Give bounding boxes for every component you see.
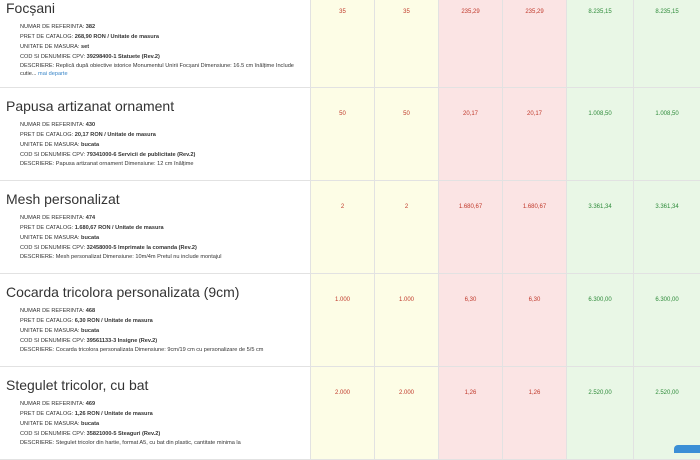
more-link[interactable]: mai departe [38,71,68,77]
unit-line [6,42,304,52]
price-label: PRET DE CATALOG: [20,34,74,40]
unit-price-cell: 1,26 [438,367,502,459]
price-value: 20,17 [74,132,89,138]
unit-price-cell: 20,17 [438,88,502,180]
price-line [6,130,304,140]
table-row [0,88,700,181]
cpv-label: COD SI DENUMIRE CPV: [20,54,86,60]
cpv-line [6,429,304,439]
price-value: 1,26 [74,411,86,417]
desc-label: DESCRIERE: [20,161,55,167]
product-title[interactable]: Focșani [6,0,56,16]
quantity-cell: 2 [310,181,374,273]
quantity-cell: 50 [310,88,374,180]
cpv-line [6,243,304,253]
description-line [6,346,304,354]
total-cell: 8.235,15 [633,0,700,87]
ref-label: NUMAR DE REFERINTA: [20,215,85,221]
price-value: 1.680,67 [74,225,97,231]
price-value: 268,90 [74,34,92,40]
unit-value: set [81,44,90,50]
desc-value: Cocarda tricolora personalizata Dimensiune: 9cm/19 cm cu personalizare de 5/5 cm [55,347,264,353]
ref-label: NUMAR DE REFERINTA: [20,122,85,128]
ref-value: 474 [85,215,96,221]
ref-line [6,399,304,409]
description-line [6,439,304,447]
quantity-cell: 35 [310,0,374,87]
total-cell: 3.361,34 [633,181,700,273]
table-row [0,181,700,274]
unit-price-cell: 6,30 [438,274,502,366]
unit-line [6,326,304,336]
desc-value: Mesh personalizat Dimensiune: 10m/4m Pretul nu include montajul [55,254,222,260]
price-label: PRET DE CATALOG: [20,132,74,138]
price-unit: RON / Unitate de masura [87,318,153,324]
unit-price-cell: 6,30 [502,274,566,366]
desc-label: DESCRIERE: [20,254,55,260]
unit-price-cell: 1.680,67 [438,181,502,273]
price-label: PRET DE CATALOG: [20,318,74,324]
cpv-value: 32458000-5 Imprimate la comanda (Rev.2) [86,245,197,251]
product-info [0,181,310,273]
ref-value: 382 [85,24,96,30]
table-row [0,274,700,367]
total-cell: 8.235,15 [566,0,633,87]
product-title[interactable]: Cocarda tricolora personalizata (9cm) [6,284,240,300]
unit-label: UNITATE DE MASURA: [20,421,80,427]
quantity-cell: 2.000 [374,367,438,459]
price-unit: RON / Unitate de masura [90,132,156,138]
price-unit: RON / Unitate de masura [98,225,164,231]
product-info [0,274,310,366]
price-unit: RON / Unitate de masura [93,34,159,40]
ref-label: NUMAR DE REFERINTA: [20,401,85,407]
quantity-cell: 2.000 [310,367,374,459]
quantity-cell: 1.000 [374,274,438,366]
price-line [6,32,304,42]
unit-price-cell: 235,29 [438,0,502,87]
quantity-cell: 2 [374,181,438,273]
unit-line [6,233,304,243]
cpv-label: COD SI DENUMIRE CPV: [20,431,86,437]
unit-label: UNITATE DE MASURA: [20,235,80,241]
desc-label: DESCRIERE: [20,347,55,353]
ref-line [6,306,304,316]
product-title[interactable]: Stegulet tricolor, cu bat [6,377,149,393]
unit-line [6,419,304,429]
unit-price-cell: 235,29 [502,0,566,87]
quantity-cell: 35 [374,0,438,87]
cpv-value: 39561133-3 Insigne (Rev.2) [86,338,158,344]
desc-label: DESCRIERE: [20,440,55,446]
desc-label: DESCRIERE: [20,63,55,69]
total-cell: 6.300,00 [566,274,633,366]
ref-value: 469 [85,401,96,407]
price-label: PRET DE CATALOG: [20,411,74,417]
product-info [0,367,310,459]
product-info [0,0,310,87]
description-line [6,62,304,78]
unit-price-cell: 1,26 [502,367,566,459]
desc-value: Replică după obiective istorice Monumentul Unirii Focșani Dimensiune: 16.5 cm înălțime Include cutie... [20,63,294,77]
price-line [6,316,304,326]
ref-line [6,22,304,32]
total-cell: 6.300,00 [633,274,700,366]
price-unit: RON / Unitate de masura [87,411,153,417]
product-info [0,88,310,180]
ref-value: 430 [85,122,96,128]
table-row [0,0,700,88]
unit-label: UNITATE DE MASURA: [20,328,80,334]
description-line [6,160,304,168]
cpv-value: 79341000-6 Servicii de publicitate (Rev.2) [86,152,196,158]
total-cell: 3.361,34 [566,181,633,273]
price-label: PRET DE CATALOG: [20,225,74,231]
quantity-cell: 1.000 [310,274,374,366]
ref-label: NUMAR DE REFERINTA: [20,308,85,314]
unit-price-cell: 1.680,67 [502,181,566,273]
unit-value: bucata [81,142,100,148]
cpv-line [6,150,304,160]
desc-value: Papusa artizanat ornament Dimensiune: 12 cm înălțime [55,161,194,167]
price-value: 6,30 [74,318,86,324]
cpv-label: COD SI DENUMIRE CPV: [20,338,86,344]
ref-value: 468 [85,308,96,314]
unit-label: UNITATE DE MASURA: [20,142,80,148]
cpv-line [6,336,304,346]
ref-label: NUMAR DE REFERINTA: [20,24,85,30]
unit-value: bucata [81,235,100,241]
scroll-top-button[interactable] [674,445,700,453]
ref-line [6,120,304,130]
total-cell: 1.008,50 [633,88,700,180]
price-line [6,409,304,419]
desc-value: Stegulet tricolor din hartie, format A5, cu bat din plastic, cantitate minima la [55,440,241,446]
cpv-label: COD SI DENUMIRE CPV: [20,152,86,158]
product-title[interactable]: Mesh personalizat [6,191,120,207]
price-line [6,223,304,233]
total-cell: 2.520,00 [633,367,700,459]
cpv-line [6,52,304,62]
unit-label: UNITATE DE MASURA: [20,44,80,50]
description-line [6,253,304,261]
cpv-label: COD SI DENUMIRE CPV: [20,245,86,251]
unit-price-cell: 20,17 [502,88,566,180]
cpv-value: 35821000-5 Steaguri (Rev.2) [86,431,161,437]
unit-line [6,140,304,150]
quantity-cell: 50 [374,88,438,180]
total-cell: 2.520,00 [566,367,633,459]
ref-line [6,213,304,223]
unit-value: bucata [81,421,100,427]
product-title[interactable]: Papusa artizanat ornament [6,98,175,114]
total-cell: 1.008,50 [566,88,633,180]
unit-value: bucata [81,328,100,334]
table-row [0,367,700,460]
cpv-value: 39298400-1 Statuete (Rev.2) [86,54,160,60]
